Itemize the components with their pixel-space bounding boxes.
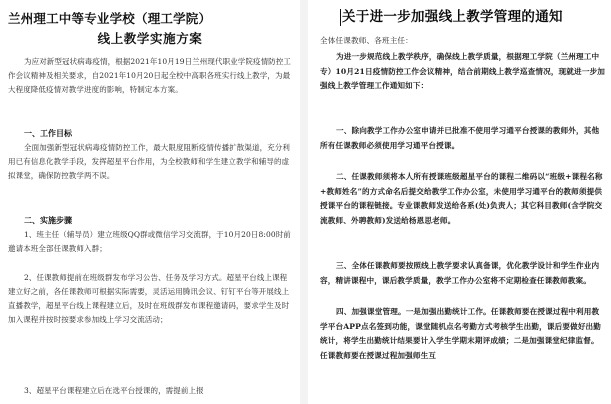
left-doc-step1: 1、班主任（辅导员）建立班级QQ群或微信学习交流群，于10月20日8:00时前邀请本班全部任课教师入群；	[8, 230, 291, 253]
right-doc-para1: 一、除向教学工作办公室申请并已批准不使用学习通平台授课的教师外，其他所有任课教师必须使用学习通平台授课。	[320, 126, 600, 150]
left-doc-step2: 2、任课教师提前在班级群发布学习公告、任务及学习方式。超星平台线上课程建立好之前，各任课教师可根据实际需要，灵活运用腾讯会议、钉钉平台等开展线上直播教学，超星平台线上课程建立后，及时在班级群发布课程邀请码，要求学生及时加入课程并按时按要求参加线上学习交流活动；	[8, 273, 290, 324]
right-doc-para3: 三、全体任课教师要按照线上教学要求认真备课，优化教学设计和学生作业内容，精讲课程中，课后教学质量，教学工作办公室将不定期检查任课教师教案。	[320, 261, 600, 285]
left-document-page	[0, 0, 300, 404]
right-doc-intro: 为进一步规范线上教学秩序，确保线上教学质量，根据理工学院（兰州理工中专）10月21日疫情防控工作会议精神，结合前期线上教学巡查情况，现就进一步加强线上教学管理工作通知如下：	[320, 52, 606, 91]
left-doc-title-line1: 兰州理工中等专业学校（理工学院）	[8, 11, 212, 26]
left-doc-title-line2: 线上教学实施方案	[97, 31, 203, 46]
left-doc-step3: 3、超星平台课程建立后在选平台授课的，需提前上报	[24, 386, 204, 395]
left-doc-section2-heading: 二、实施步骤	[24, 215, 72, 225]
left-doc-section1-text: 全面加强新型冠状病毒疫情防控工作，最大限度阻断疫情传播扩散渠道，充分利用已有信息化教学手段，发挥超星平台作用，为全校教师和学生建立教学和辅导的虚拟课堂，确保防控教学两不误。	[8, 143, 290, 180]
right-document-page[interactable]	[308, 0, 611, 404]
page-gutter	[300, 0, 308, 404]
right-doc-para4: 四、加强课堂管理。一是加强出勤统计工作。任课教师要在授课过程中利用教学平台APP点名签到功能，课堂随机点名考勤方式考核学生出勤，课后要做好出勤统计，将学生出勤统计结果要计入学生学期末期评成绩；二是加强课堂纪律监督。任课教师要在授课过程加强师生互	[320, 307, 602, 360]
right-doc-salutation: 全体任课教师、各班主任：	[320, 36, 413, 45]
right-doc-para2: 二、任课教师须将本人所有授课班级超星平台的课程二维码以“班级+课程名称+教师姓名”的方式命名后提交给教学工作办公室，未使用学习通平台的教师须提供授课平台的课程链接。专业课教师发送给各系(处)负责人；其它科目教师(含学院交流教师、外聘教师)发送给杨恩思老师。	[320, 172, 603, 225]
right-doc-title[interactable]: 关于进一步加强线上教学管理的通知	[342, 9, 563, 25]
left-doc-section1-heading: 一、工作目标	[24, 128, 72, 138]
text-cursor	[340, 9, 341, 26]
left-doc-intro: 为应对新型冠状病毒疫情，根据2021年10月19日兰州现代职业学院疫情防控工作会议精神及相关要求，自2021年10月20日起全校中高职各班实行线上教学，为最大程度降低疫情对教学进度的影响，特制定本方案。	[8, 57, 291, 94]
